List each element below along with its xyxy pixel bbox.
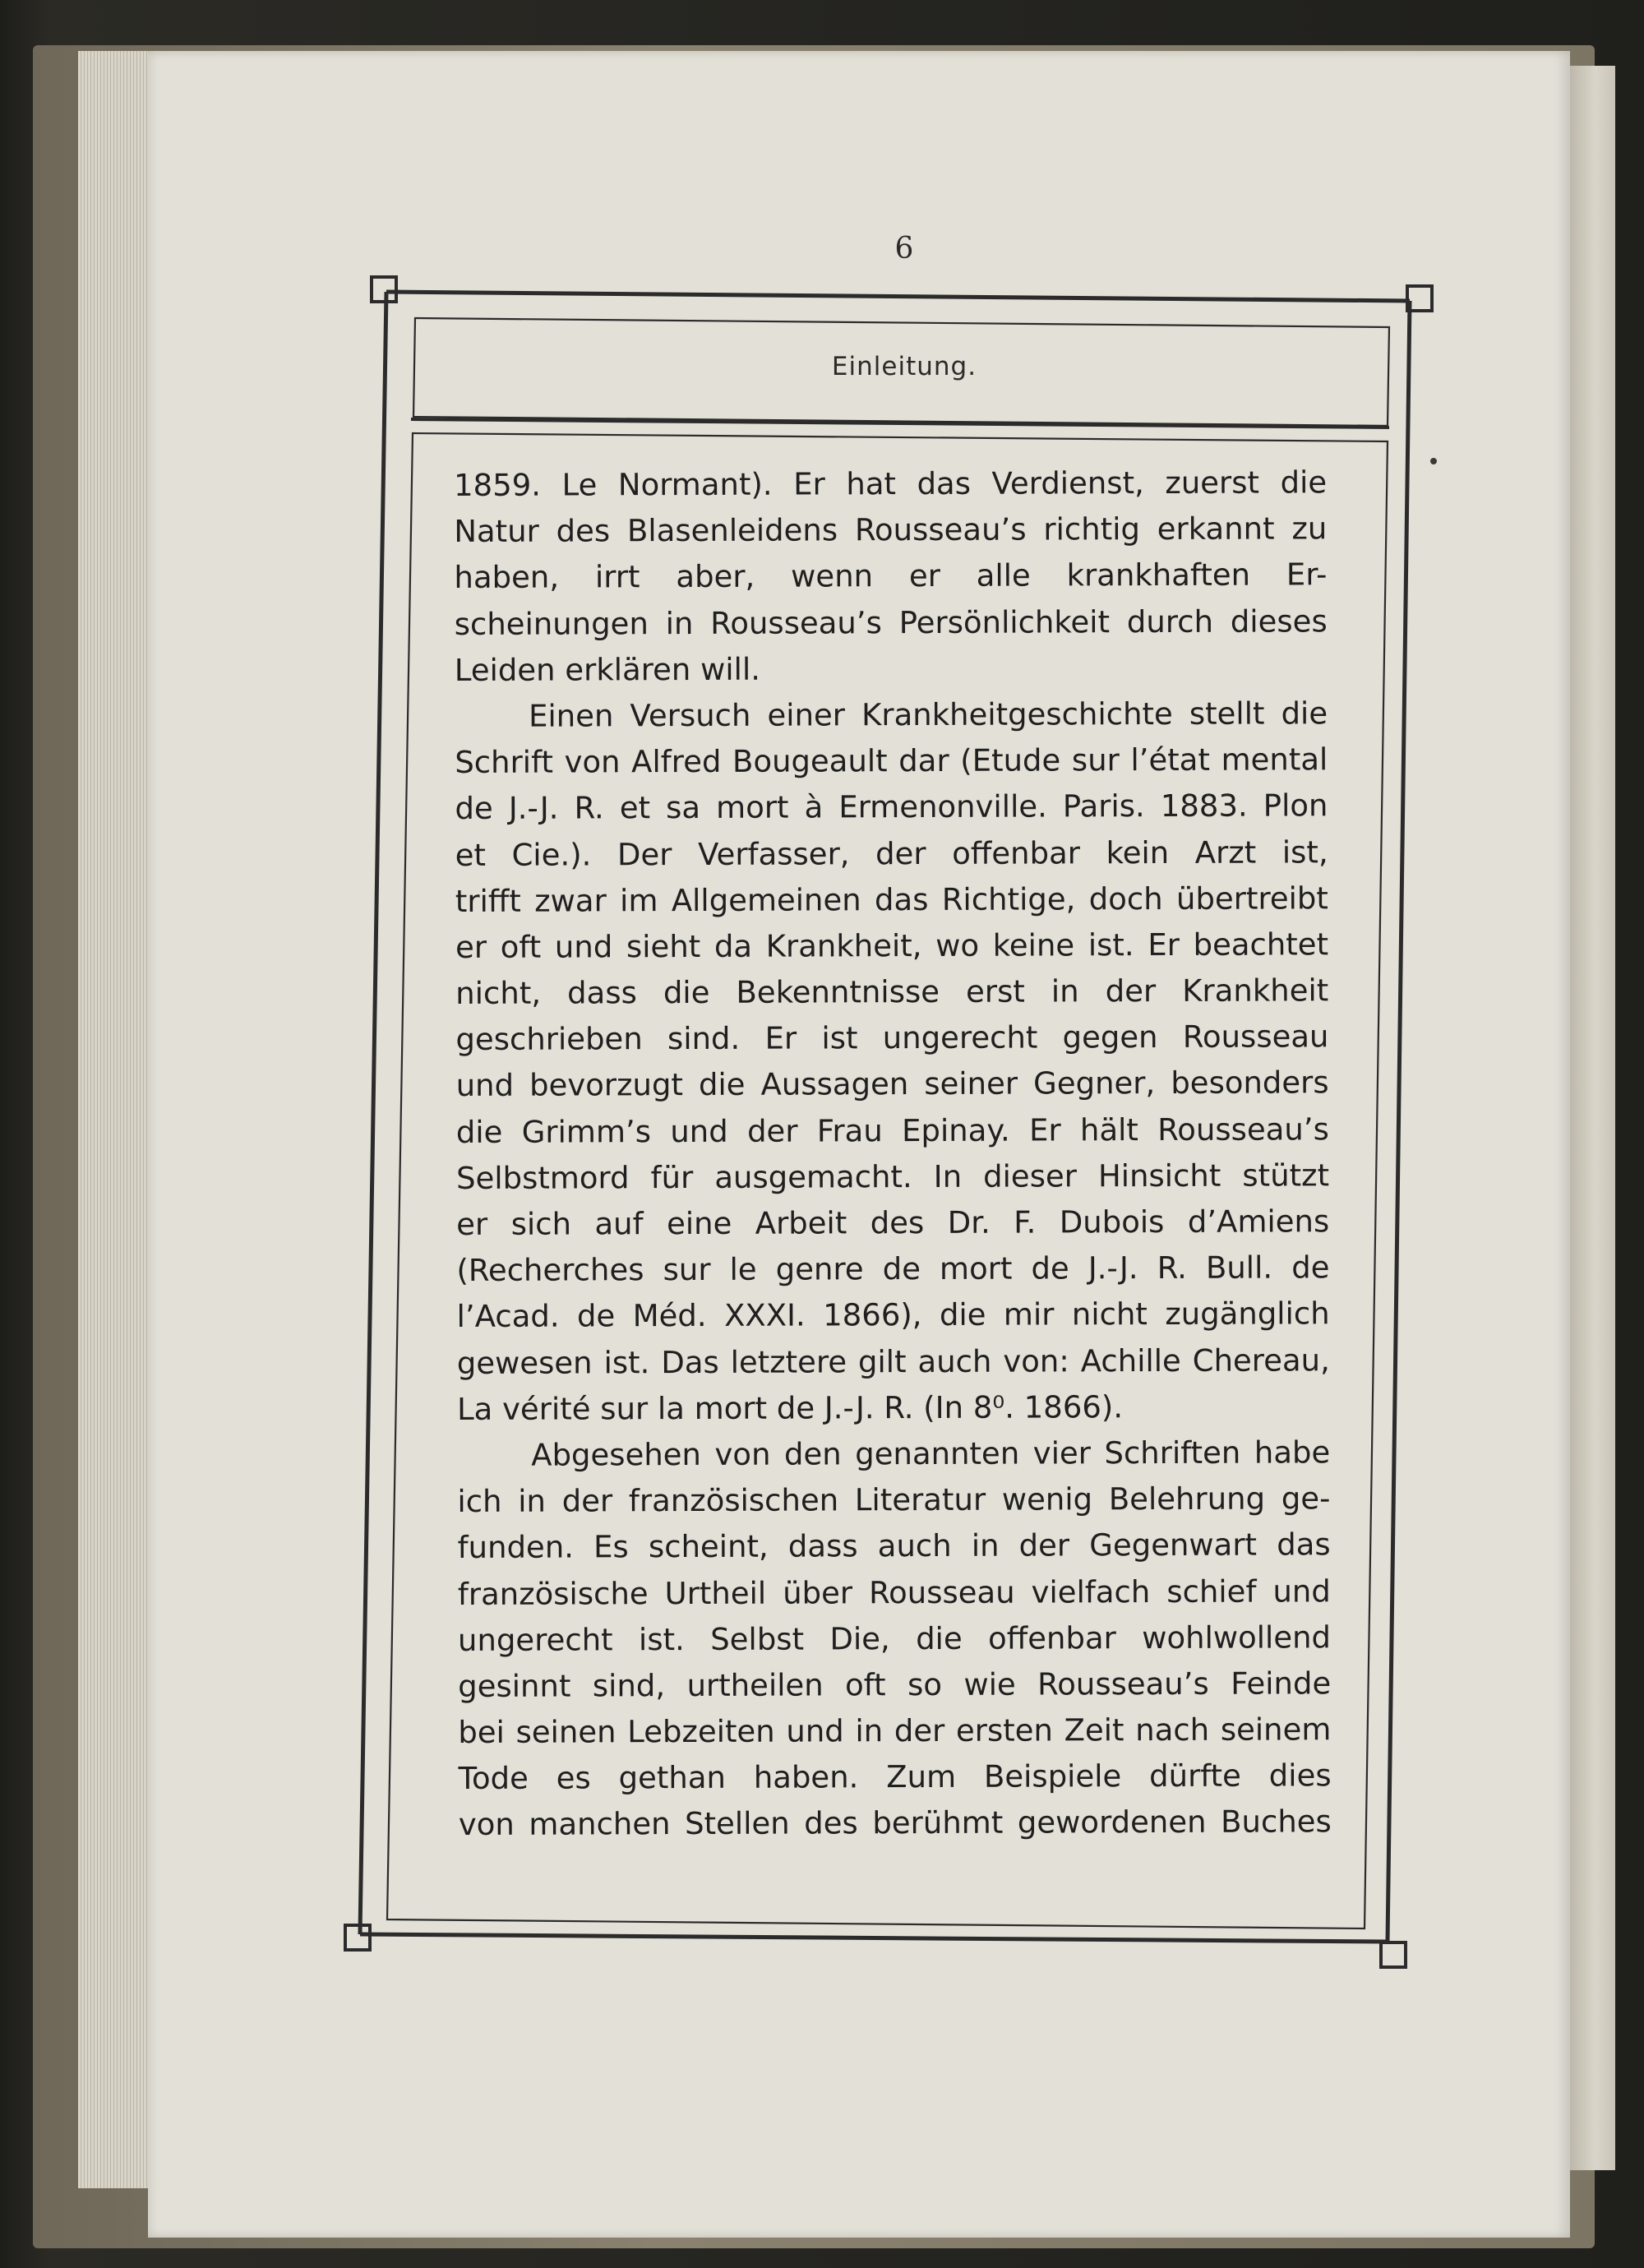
text-line: Tode es gethan haben. Zum Beispiele dürfte dies [458,1758,1332,1797]
text-line: die Grimm’s und der Frau Epinay. Er hält Rousseau’s [455,1111,1329,1150]
text-line: Selbstmord für ausgemacht. In dieser Hinsicht stützt [455,1157,1330,1196]
text-line: er sich auf eine Arbeit des Dr. F. Dubois d’Amiens [456,1203,1330,1242]
text-line: (Recherches sur le genre de mort de J.-J. R. Bull. de [456,1249,1330,1289]
text-line: Einen Versuch einer Krankheitgeschichte stellt die [529,695,1328,734]
text-line: Schrift von Alfred Bougeault dar (Etude sur l’état mental [455,741,1328,781]
text-line: trifft zwar im Allgemeinen das Richtige, doch übertreibt [455,880,1328,919]
text-line: bei seinen Lebzeiten und in der ersten Zeit nach seinem [458,1711,1332,1751]
text-line: funden. Es scheint, dass auch in der Gegenwart das [457,1527,1331,1566]
text-line: ungerecht ist. Selbst Die, die offenbar wohlwollend [457,1619,1332,1658]
text-line: Abgesehen von den genannten vier Schriften habe [531,1434,1331,1473]
text-line: ich in der französischen Literatur wenig Belehrung ge- [457,1480,1331,1520]
text-line: 1859. Le Normant). Er hat das Verdienst, zuerst die [454,464,1328,503]
text-line: nicht, dass die Bekenntnisse erst in der Krankheit [455,972,1329,1012]
text-line: und bevorzugt die Aussagen seiner Gegner, besonders [455,1065,1329,1104]
text-line: gewesen ist. Das letztere gilt auch von: Achille Chereau, [456,1342,1330,1381]
text-line: l’Acad. de Méd. XXXI. 1866), die mir nicht zugänglich [456,1296,1330,1335]
text-line: geschrieben sind. Er ist ungerecht gegen Rousseau [455,1019,1329,1058]
text-line: haben, irrt aber, wenn er alle krankhaften Er- [454,557,1328,596]
page-number: 6 [894,232,914,266]
text-line: von manchen Stellen des berühmt gewordenen Buches [458,1804,1332,1843]
text-line: scheinungen in Rousseau’s Persönlichkeit durch dieses [454,603,1328,642]
text-line: gesinnt sind, urtheilen oft so wie Rousseau’s Feinde [458,1665,1332,1704]
text-line: et Cie.). Der Verfasser, der offenbar kein Arzt ist, [455,834,1328,873]
text-line: La vérité sur la mort de J.-J. R. (In 8⁰. 1866). [456,1388,1124,1427]
text-line: de J.-J. R. et sa mort à Ermenonville. Paris. 1883. Plon [455,788,1328,827]
text-line: französische Urtheil über Rousseau vielfach schief und [457,1573,1331,1612]
text-line: er oft und sieht da Krankheit, wo keine ist. Er beachtet [455,926,1329,965]
text-line: Natur des Blasenleidens Rousseau’s richtig erkannt zu [454,510,1328,550]
body-text [454,460,1332,1848]
running-head: Einleitung. [831,352,977,381]
text-line: Leiden erklären will. [454,651,761,688]
ink-speck [1430,458,1437,464]
next-page-edge [1566,66,1615,2170]
